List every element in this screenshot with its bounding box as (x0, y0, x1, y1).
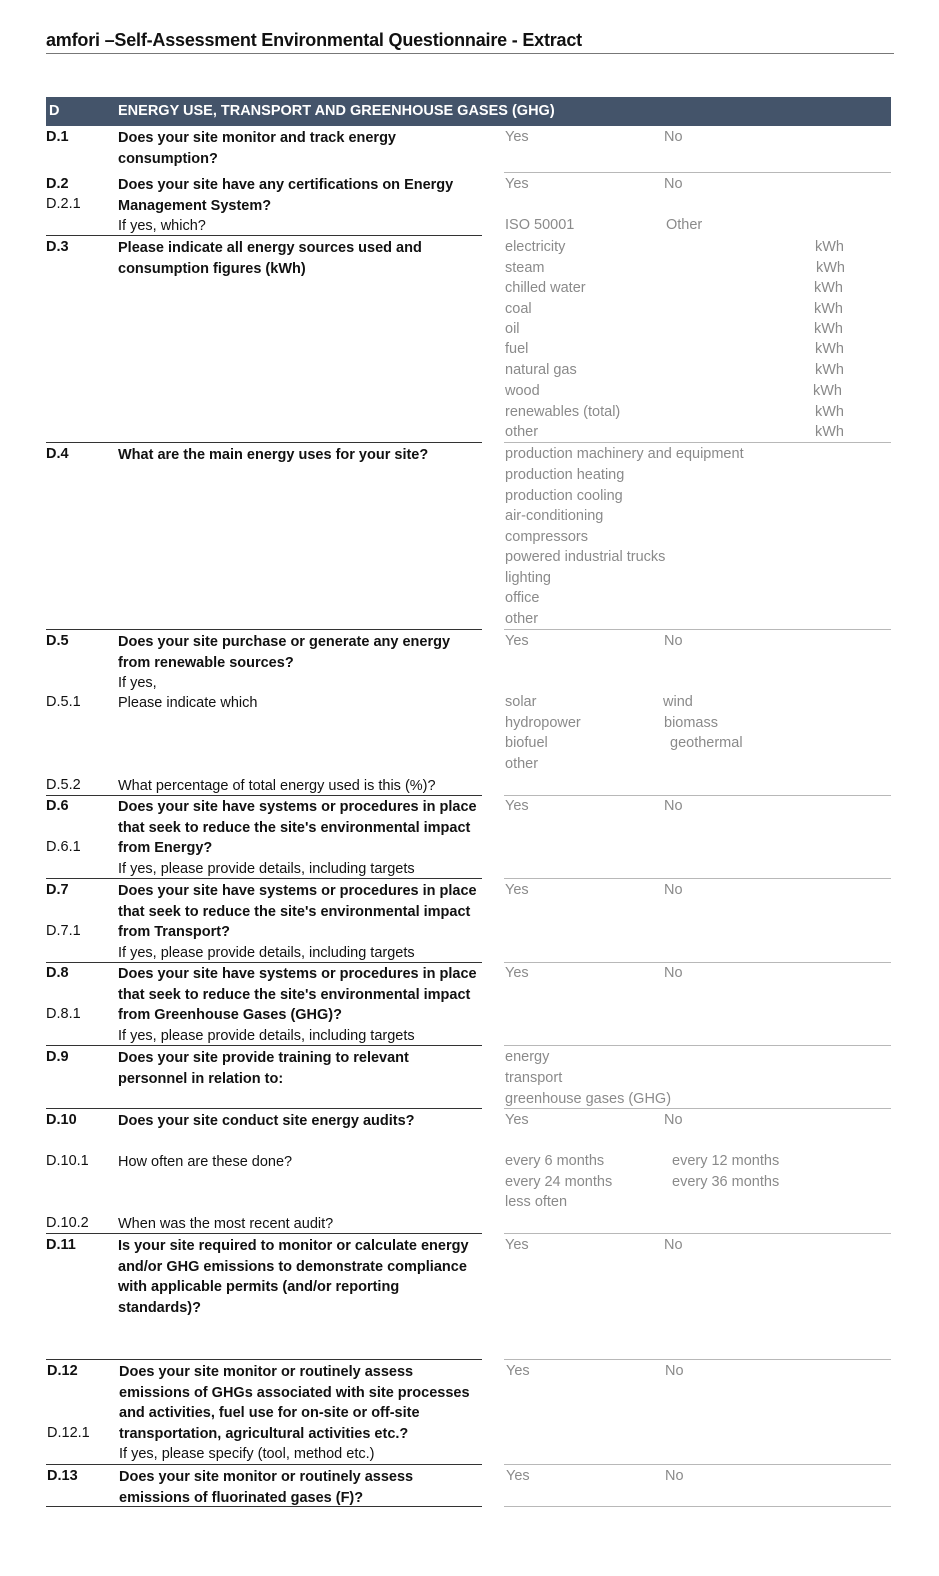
energy-source-item: renewables (total) (505, 404, 621, 420)
sub-question-code: D.10.1 (46, 1153, 89, 1169)
energy-source-item: steam (505, 260, 545, 276)
question-code: D.7 (46, 882, 69, 898)
question-code: D.2 (46, 176, 69, 192)
renewable-option[interactable]: biofuel (505, 735, 548, 751)
option-no[interactable]: No (664, 965, 683, 981)
answer-divider (504, 442, 891, 443)
energy-use-item: other (505, 611, 539, 627)
title-divider (46, 53, 894, 54)
question-text: Is your site required to monitor or calculate energy and/or GHG emissions to demonstrate compliance with applicable permits (and/or reporting standards)? (118, 1238, 469, 1316)
energy-use-item: air-conditioning (505, 508, 604, 524)
question-divider (46, 1045, 482, 1046)
option-other[interactable]: Other (666, 217, 703, 233)
option-yes[interactable]: Yes (506, 1468, 530, 1484)
energy-use-item: lighting (505, 570, 551, 586)
energy-source-item: natural gas (505, 362, 577, 378)
question-code: D.8 (46, 965, 69, 981)
unit-label: kWh (816, 260, 845, 276)
question-text: Does your site monitor and track energy consumption? (118, 130, 396, 167)
answer-divider (504, 878, 891, 879)
question-divider (46, 1108, 482, 1109)
answer-divider (504, 962, 891, 963)
question-text: Does your site conduct site energy audits? (118, 1113, 415, 1129)
answer-divider (504, 1506, 891, 1507)
training-option[interactable]: transport (505, 1070, 563, 1086)
energy-source-item: wood (505, 383, 540, 399)
option-no[interactable]: No (664, 1112, 683, 1128)
question-text: Does your site have any certifications on Energy Management System? If yes, which? (118, 177, 454, 235)
energy-use-item: production heating (505, 467, 625, 483)
question-text: Does your site monitor or routinely assess emissions of GHGs associated with site processes and activities, fuel use for on-site or off-site transportation, agricultural activities etc.? If yes, please specify (tool, method etc.) (119, 1364, 470, 1463)
sub-question-code: D.5.2 (46, 777, 81, 793)
renewable-option[interactable]: geothermal (670, 735, 743, 751)
renewable-option[interactable]: wind (663, 694, 693, 710)
sub-question-text: How often are these done? (118, 1154, 293, 1170)
option-yes[interactable]: Yes (505, 965, 529, 981)
option-iso-50001[interactable]: ISO 50001 (505, 217, 575, 233)
question-divider (46, 795, 482, 796)
question-text: Does your site monitor or routinely assess emissions of fluorinated gases (F)? (119, 1469, 414, 1506)
question-divider (46, 1464, 482, 1465)
section-header (46, 97, 891, 126)
training-option[interactable]: greenhouse gases (GHG) (505, 1091, 672, 1107)
unit-label: kWh (813, 383, 842, 399)
sub-question-code: D.5.1 (46, 694, 81, 710)
question-code: D.11 (46, 1237, 76, 1253)
question-text: Does your site purchase or generate any energy from renewable sources? If yes, (118, 634, 451, 692)
unit-label: kWh (815, 341, 844, 357)
question-text: Does your site have systems or procedures in place that seek to reduce the site's environmental impact from Greenhouse Gases (GHG)? If yes, please provide details, including targets (118, 966, 477, 1044)
unit-label: kWh (815, 362, 844, 378)
option-no[interactable]: No (664, 176, 683, 192)
frequency-option[interactable]: every 6 months (505, 1153, 605, 1169)
question-divider (46, 1359, 482, 1360)
unit-label: kWh (815, 404, 844, 420)
energy-source-item: fuel (505, 341, 529, 357)
option-no[interactable]: No (664, 798, 683, 814)
frequency-option[interactable]: every 36 months (672, 1174, 780, 1190)
option-no[interactable]: No (664, 633, 683, 649)
sub-question-code: D.6.1 (46, 839, 81, 855)
question-code: D.4 (46, 446, 69, 462)
sub-question-code: D.12.1 (47, 1425, 90, 1441)
question-divider (46, 878, 482, 879)
energy-use-item: powered industrial trucks (505, 549, 666, 565)
option-yes[interactable]: Yes (505, 129, 529, 145)
frequency-option[interactable]: every 12 months (672, 1153, 780, 1169)
answer-divider (504, 1108, 891, 1109)
unit-label: kWh (814, 301, 843, 317)
energy-use-item: production cooling (505, 488, 623, 504)
sub-question-code: D.7.1 (46, 923, 81, 939)
document-title: amfori –Self-Assessment Environmental Questionnaire - Extract (46, 30, 582, 50)
answer-divider (504, 1045, 891, 1046)
question-divider (46, 629, 482, 630)
answer-divider (504, 1233, 891, 1234)
question-divider (46, 235, 482, 236)
energy-source-item: other (505, 424, 539, 440)
question-code: D.10 (46, 1112, 77, 1128)
energy-use-item: production machinery and equipment (505, 446, 744, 462)
energy-use-item: office (505, 590, 540, 606)
question-text: Does your site provide training to relevant personnel in relation to: (118, 1050, 409, 1087)
unit-label: kWh (815, 424, 844, 440)
question-code: D.6 (46, 798, 69, 814)
option-yes[interactable]: Yes (505, 176, 529, 192)
option-yes[interactable]: Yes (505, 1237, 529, 1253)
energy-source-item: chilled water (505, 280, 586, 296)
unit-label: kWh (814, 321, 843, 337)
question-divider (46, 962, 482, 963)
renewable-option[interactable]: other (505, 756, 539, 772)
renewable-option[interactable]: hydropower (505, 715, 581, 731)
answer-divider (504, 172, 891, 173)
sub-question-code: D.2.1 (46, 196, 81, 212)
question-text: Does your site have systems or procedures in place that seek to reduce the site's environmental impact from Energy? If yes, please provide details, including targets (118, 799, 477, 877)
option-no[interactable]: No (665, 1363, 684, 1379)
question-text: What are the main energy uses for your site? (118, 447, 429, 463)
unit-label: kWh (815, 239, 844, 255)
question-divider (46, 1233, 482, 1234)
renewable-option[interactable]: biomass (664, 715, 718, 731)
option-yes[interactable]: Yes (505, 798, 529, 814)
renewable-option[interactable]: solar (505, 694, 537, 710)
option-no[interactable]: No (664, 882, 683, 898)
question-code: D.3 (46, 239, 69, 255)
question-code: D.13 (47, 1468, 78, 1484)
option-yes[interactable]: Yes (505, 633, 529, 649)
frequency-option[interactable]: every 24 months (505, 1174, 613, 1190)
sub-question-text: Please indicate which (118, 695, 258, 711)
question-code: D.5 (46, 633, 69, 649)
section-code: D (49, 103, 60, 119)
option-no[interactable]: No (664, 129, 683, 145)
energy-source-item: coal (505, 301, 532, 317)
question-divider (46, 442, 482, 443)
question-text: Please indicate all energy sources used and consumption figures (kWh) (118, 240, 422, 277)
unit-label: kWh (814, 280, 843, 296)
frequency-option[interactable]: less often (505, 1194, 568, 1210)
question-code: D.9 (46, 1049, 69, 1065)
option-yes[interactable]: Yes (506, 1363, 530, 1379)
sub-question-code: D.8.1 (46, 1006, 81, 1022)
option-no[interactable]: No (665, 1468, 684, 1484)
section-title: ENERGY USE, TRANSPORT AND GREENHOUSE GASES (GHG) (118, 103, 555, 119)
training-option[interactable]: energy (505, 1049, 550, 1065)
sub-question-text: When was the most recent audit? (118, 1216, 334, 1232)
energy-source-item: electricity (505, 239, 566, 255)
answer-divider (504, 795, 891, 796)
answer-divider (504, 1464, 891, 1465)
option-yes[interactable]: Yes (505, 882, 529, 898)
answer-divider (504, 629, 891, 630)
energy-source-item: oil (505, 321, 520, 337)
question-code: D.12 (47, 1363, 78, 1379)
question-divider (46, 1506, 482, 1507)
answer-divider (504, 1359, 891, 1360)
question-text: Does your site have systems or procedures in place that seek to reduce the site's environmental impact from Transport? If yes, please provide details, including targets (118, 883, 477, 961)
option-no[interactable]: No (664, 1237, 683, 1253)
energy-use-item: compressors (505, 529, 588, 545)
sub-question-text: What percentage of total energy used is this (%)? (118, 778, 436, 794)
question-code: D.1 (46, 129, 69, 145)
option-yes[interactable]: Yes (505, 1112, 529, 1128)
sub-question-code: D.10.2 (46, 1215, 89, 1231)
